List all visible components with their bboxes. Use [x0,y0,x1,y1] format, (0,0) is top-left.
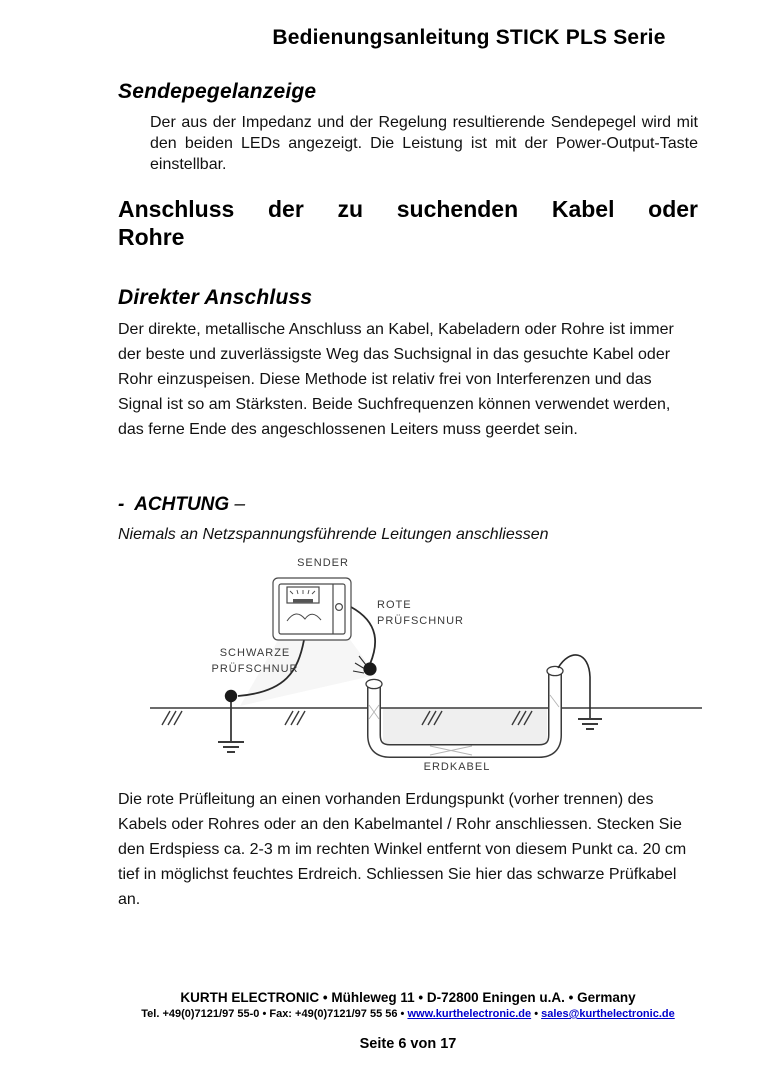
paragraph-after-diagram: Die rote Prüfleitung an einen vorhanden Erdungspunkt (vorher trennen) des Kabels oder Rohres oder an den Kabelmantel / Rohr anschliessen. Stecken Sie den Erdspiess ca. 2-3 m im rechten Winkel entfernt von diesem Punkt ca. 20 cm tief in möglichst feuchtes Erdreich. Schliessen Sie hier das schwarze Prüfkabel an. [118,791,687,908]
warning-subline: Niemals an Netzspannungsführende Leitungen anschliessen [118,526,549,543]
page-footer [118,990,698,1020]
connection-diagram-svg [140,545,720,780]
footer-website-link[interactable]: www.kurthelectronic.de [407,1008,532,1020]
earth-stake-right [558,655,602,729]
page-header-title: Bedienungsanleitung STICK PLS Serie [272,26,666,49]
paragraph-sendepegelanzeige: Der aus der Impedanz und der Regelung resultierende Sendepegel wird mit den beiden LEDs angezeigt. Die Leistung ist mit der Power-Output-Taste einstellbar. [150,114,698,173]
sender-device [273,578,351,640]
warning-word: ACHTUNG [134,494,230,515]
label-schwarze-line1: SCHWARZE [219,647,291,659]
chapter-heading-anschluss [118,195,698,251]
footer-contact-line [118,1008,698,1020]
label-rote-line1: ROTE [377,599,412,611]
section-heading-direkter-anschluss: Direkter Anschluss [118,286,313,309]
warning-dash-start: - [118,494,135,515]
paragraph-direkter-anschluss: Der direkte, metallische Anschluss an Kabel, Kabeladern oder Rohre ist immer der beste und zuverlässigste Weg das Suchsignal in das gesuchte Kabel oder Rohr einzuspeisen. Diese Methode ist relativ frei von Interferenzen und das Signal ist so am Stärksten. Beide Suchfrequenzen können verwendet werden, das ferne Ende des angeschlossenen Leiters muss geerdet sein. [118,321,674,438]
footer-email-link[interactable]: sales@kurthelectronic.de [541,1008,675,1020]
chapter-heading-line1: Anschluss der zu suchenden Kabel oder [118,196,698,222]
footer-separator: • [531,1008,542,1020]
label-sender: SENDER [297,557,349,569]
warning-heading [118,494,245,516]
earth-stake-left [218,690,244,752]
warning-dash-end: – [229,494,246,515]
footer-tel-fax: Tel. +49(0)7121/97 55-0 • Fax: +49(0)7121/97 55 56 • [141,1008,408,1020]
chapter-heading-line2: Rohre [118,224,185,250]
label-schwarze-line2: PRÜFSCHNUR [211,663,299,675]
page-number: Seite 6 von 17 [359,1036,457,1052]
section-heading-sendepegelanzeige: Sendepegelanzeige [118,80,317,103]
black-clip-dot [225,690,237,702]
pipe-opening-left [366,679,382,688]
pipe-opening-right [547,666,563,675]
footer-company-line: KURTH ELECTRONIC • Mühleweg 11 • D-72800 Eningen u.A. • Germany [180,990,636,1005]
connection-diagram [140,545,720,780]
label-erdkabel: ERDKABEL [423,761,491,773]
label-rote-line2: PRÜFSCHNUR [377,615,464,627]
